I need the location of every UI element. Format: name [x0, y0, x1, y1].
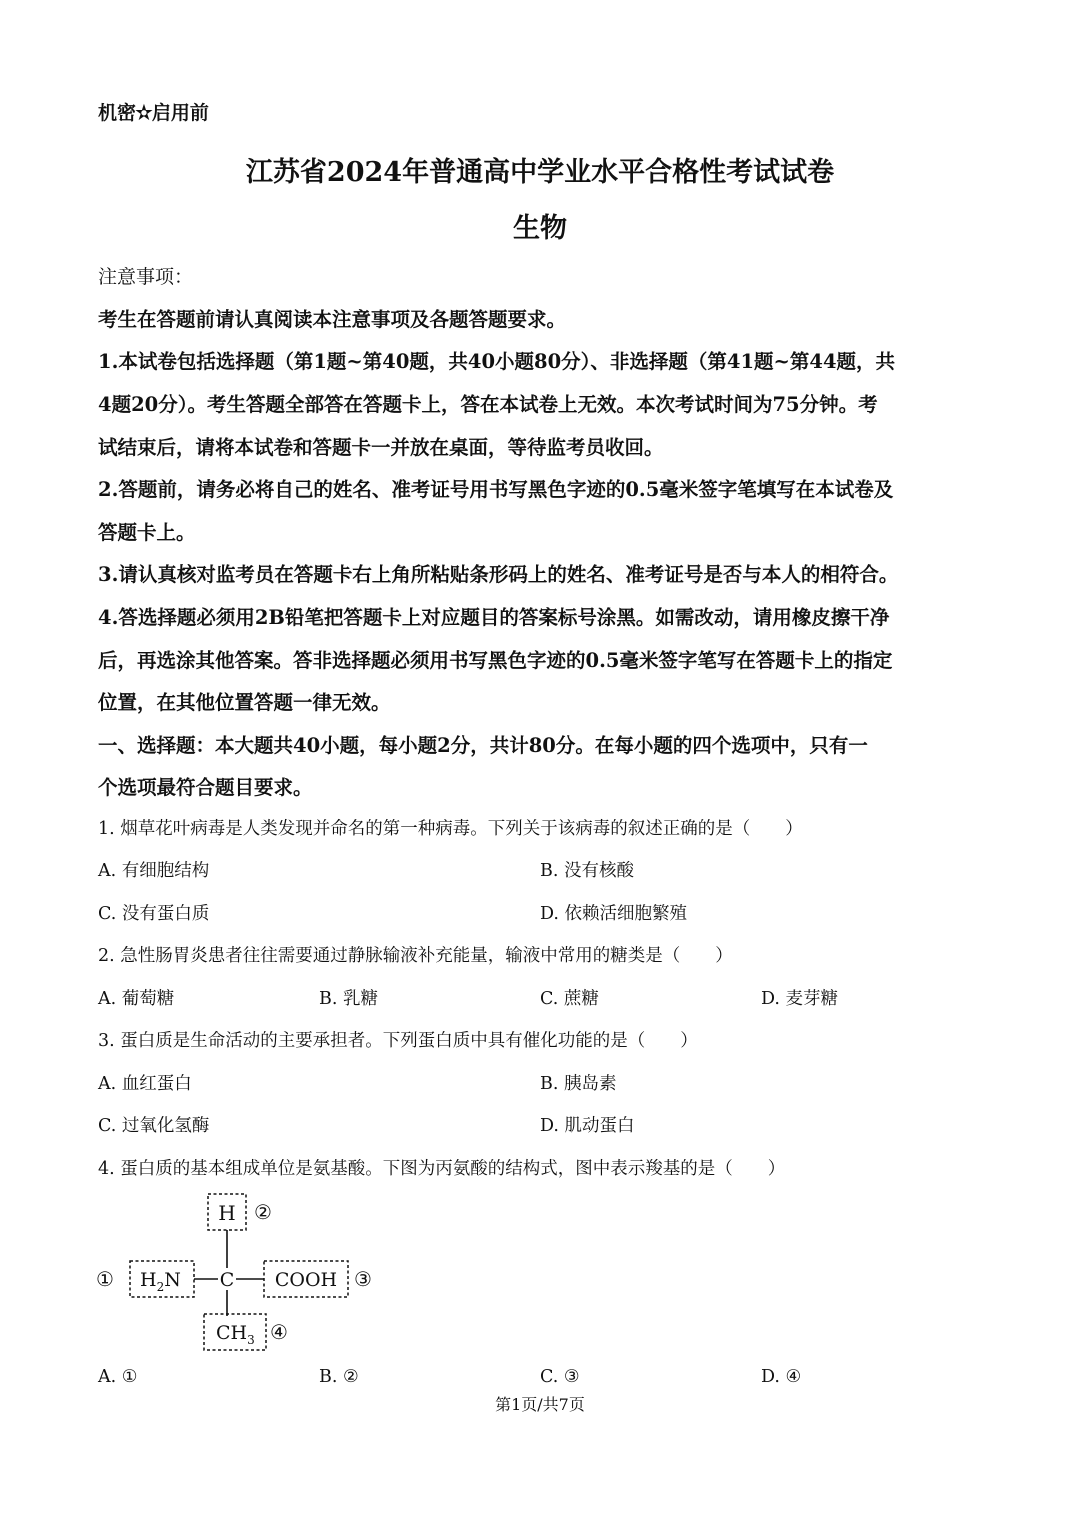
option-b: B. 胰岛素	[540, 1074, 617, 1094]
alanine-structure-figure	[96, 1188, 396, 1363]
notice-line: 4题20分）。考生答题全部答在答题卡上，答在本试卷上无效。本次考试时间为75分钟。考	[98, 393, 878, 416]
question-stem: 1. 烟草花叶病毒是人类发现并命名的第一种病毒。下列关于该病毒的叙述正确的是（ ）	[98, 819, 803, 839]
notice-line: 试结束后，请将本试卷和答题卡一并放在桌面，等待监考员收回。	[98, 436, 664, 459]
methyl-group: $CH_3$	[216, 1322, 255, 1347]
label-3: ③	[354, 1267, 372, 1291]
option-c: C. 过氧化氢酶	[98, 1116, 210, 1136]
page-footer: 第1页/共7页	[495, 1395, 585, 1414]
notice-line: 3.请认真核对监考员在答题卡右上角所粘贴条形码上的姓名、准考证号是否与本人的相符合。	[98, 563, 899, 586]
notice-line: 4.答选择题必须用2B铅笔把答题卡上对应题目的答案标号涂黑。如需改动，请用橡皮擦干净	[98, 606, 890, 629]
option-d: D. ④	[761, 1367, 802, 1387]
option-c: C. 蔗糖	[540, 989, 599, 1009]
option-b: B. 乳糖	[319, 989, 378, 1009]
notice-heading: 注意事项：	[98, 266, 194, 288]
exam-title: 江苏省2024年普通高中学业水平合格性考试试卷	[245, 157, 835, 188]
option-a: A. 有细胞结构	[98, 861, 210, 881]
option-c: C. ③	[540, 1367, 580, 1387]
carboxyl-group: COOH	[274, 1269, 338, 1291]
notice-line: 位置，在其他位置答题一律无效。	[98, 691, 391, 714]
label-4: ④	[270, 1320, 288, 1344]
section-heading: 一、选择题：本大题共40小题，每小题2分，共计80分。在每小题的四个选项中，只有一	[98, 734, 868, 757]
notice-intro: 考生在答题前请认真阅读本注意事项及各题答题要求。	[98, 308, 567, 331]
option-b: B. ②	[319, 1367, 359, 1387]
label-1: ①	[96, 1267, 114, 1291]
option-a: A. 葡萄糖	[98, 989, 175, 1009]
label-2: ②	[254, 1200, 272, 1224]
option-b: B. 没有核酸	[540, 861, 634, 881]
question-stem: 3. 蛋白质是生命活动的主要承担者。下列蛋白质中具有催化功能的是（ ）	[98, 1031, 698, 1051]
option-c: C. 没有蛋白质	[98, 904, 210, 924]
section-heading: 个选项最符合题目要求。	[98, 776, 313, 799]
notice-line: 2.答题前，请务必将自己的姓名、准考证号用书写黑色字迹的0.5毫米签字笔填写在本试卷及	[98, 478, 894, 501]
option-a: A. 血红蛋白	[98, 1074, 192, 1094]
confidential-label: 机密✫启用前	[98, 102, 209, 124]
notice-line: 1.本试卷包括选择题（第1题~第40题，共40小题80分）、非选择题（第41题~第44题，共	[98, 350, 896, 373]
option-d: D. 麦芽糖	[761, 989, 839, 1009]
question-stem: 4. 蛋白质的基本组成单位是氨基酸。下图为丙氨酸的结构式，图中表示羧基的是（ ）	[98, 1159, 786, 1179]
notice-line: 后，再选涂其他答案。答非选择题必须用书写黑色字迹的0.5毫米签字笔写在答题卡上的指定	[98, 649, 893, 672]
option-a: A. ①	[98, 1367, 138, 1387]
subject-title: 生物	[513, 213, 567, 244]
notice-line: 答题卡上。	[98, 521, 196, 544]
question-stem: 2. 急性肠胃炎患者往往需要通过静脉输液补充能量，输液中常用的糖类是（ ）	[98, 946, 733, 966]
option-d: D. 依赖活细胞繁殖	[540, 904, 688, 924]
h-atom: H	[218, 1201, 236, 1225]
option-d: D. 肌动蛋白	[540, 1116, 635, 1136]
carbon-atom: C	[219, 1269, 235, 1291]
amino-group: $H_2N$	[140, 1269, 181, 1294]
